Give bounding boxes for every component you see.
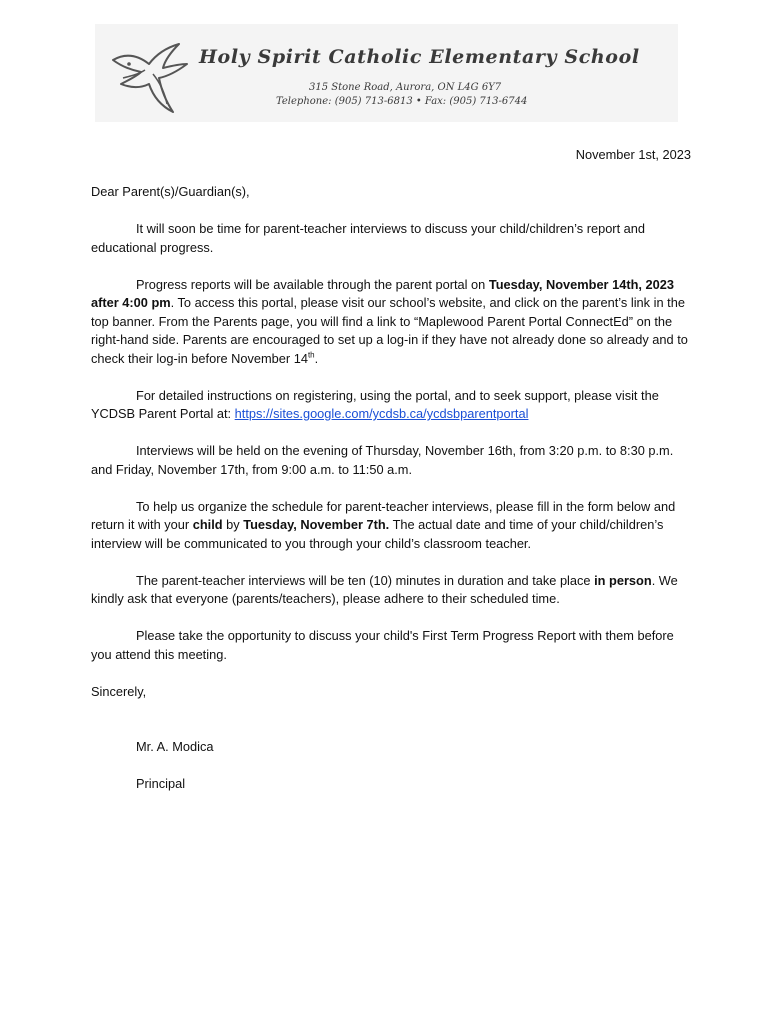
- signer-name: Mr. A. Modica: [136, 739, 214, 754]
- letter-body: [91, 146, 691, 812]
- ordinal-suffix: th: [307, 350, 315, 360]
- paragraph-progress-reports: [91, 276, 691, 369]
- bold-deadline: Tuesday, November 7th.: [243, 517, 390, 532]
- paragraph-interview-times: [91, 442, 691, 479]
- paragraph-progress-discussion: [91, 627, 691, 664]
- salutation: Dear Parent(s)/Guardian(s),: [91, 184, 250, 199]
- paragraph-schedule-form: [91, 498, 691, 554]
- paragraph-interview-duration: [91, 572, 691, 609]
- paragraph-text: The parent-teacher interviews will be ten (10) minutes in duration and take place: [136, 572, 595, 588]
- paragraph-portal-instructions: [91, 387, 691, 424]
- paragraph-interviews-intro: [91, 220, 691, 257]
- paragraph-text: For detailed instructions on registering, using the portal, and to seek support, please visit the YCDSB Parent Portal at:: [91, 387, 659, 421]
- bold-date: Tuesday, November 14th, 2023 after 4:00 pm: [91, 276, 674, 310]
- bold-child: child: [192, 517, 223, 532]
- signer-title: Principal: [136, 776, 186, 791]
- paragraph-text: It will soon be time for parent-teacher interviews to discuss your child/children’s report and educational progress.: [91, 221, 646, 255]
- closing: Sincerely,: [91, 683, 147, 699]
- dove-icon: [109, 34, 191, 118]
- paragraph-text: Interviews will be held on the evening of Thursday, November 16th, from 3:20 p.m. to 8:30 p.m. and Friday, November 17th, from 9:00 a.m. to 11:50 a.m.: [91, 443, 674, 477]
- paragraph-text: . To access this portal, please visit our school’s website, and click on the parent’s link in the top banner. From the Parents page, you will find a link to “Maplewood Parent Portal ConnectEd” on the right-hand side. Parents are encouraged to set up a log-in if they have not already done so already and to check their log-in before November 14: [91, 295, 688, 366]
- school-phone: Telephone: (905) 713-6813 • Fax: (905) 713-6744: [276, 96, 528, 107]
- paragraph-text: .: [314, 350, 319, 366]
- paragraph-text: Please take the opportunity to discuss your child's First Term Progress Report with them before you attend this meeting.: [91, 628, 674, 662]
- school-name: Holy Spirit Catholic Elementary School: [199, 46, 640, 68]
- parent-portal-link[interactable]: https://sites.google.com/ycdsb.ca/ycdsbparentportal: [234, 406, 529, 421]
- paragraph-text: . We kindly ask that everyone (parents/teachers), please adhere to their scheduled time.: [91, 572, 678, 606]
- paragraph-text: To help us organize the schedule for parent-teacher interviews, please fill in the form below and return it with your: [91, 498, 676, 532]
- paragraph-text: The actual date and time of your child/children’s interview will be communicated to you through your child’s classroom teacher.: [91, 517, 664, 551]
- letterhead: [95, 24, 678, 122]
- letter-date: November 1st, 2023: [575, 147, 691, 162]
- paragraph-text: Progress reports will be available through the parent portal on: [136, 276, 489, 292]
- paragraph-text: by: [222, 517, 244, 532]
- bold-in-person: in person: [594, 572, 652, 588]
- school-address: 315 Stone Road, Aurora, ON L4G 6Y7: [309, 82, 502, 93]
